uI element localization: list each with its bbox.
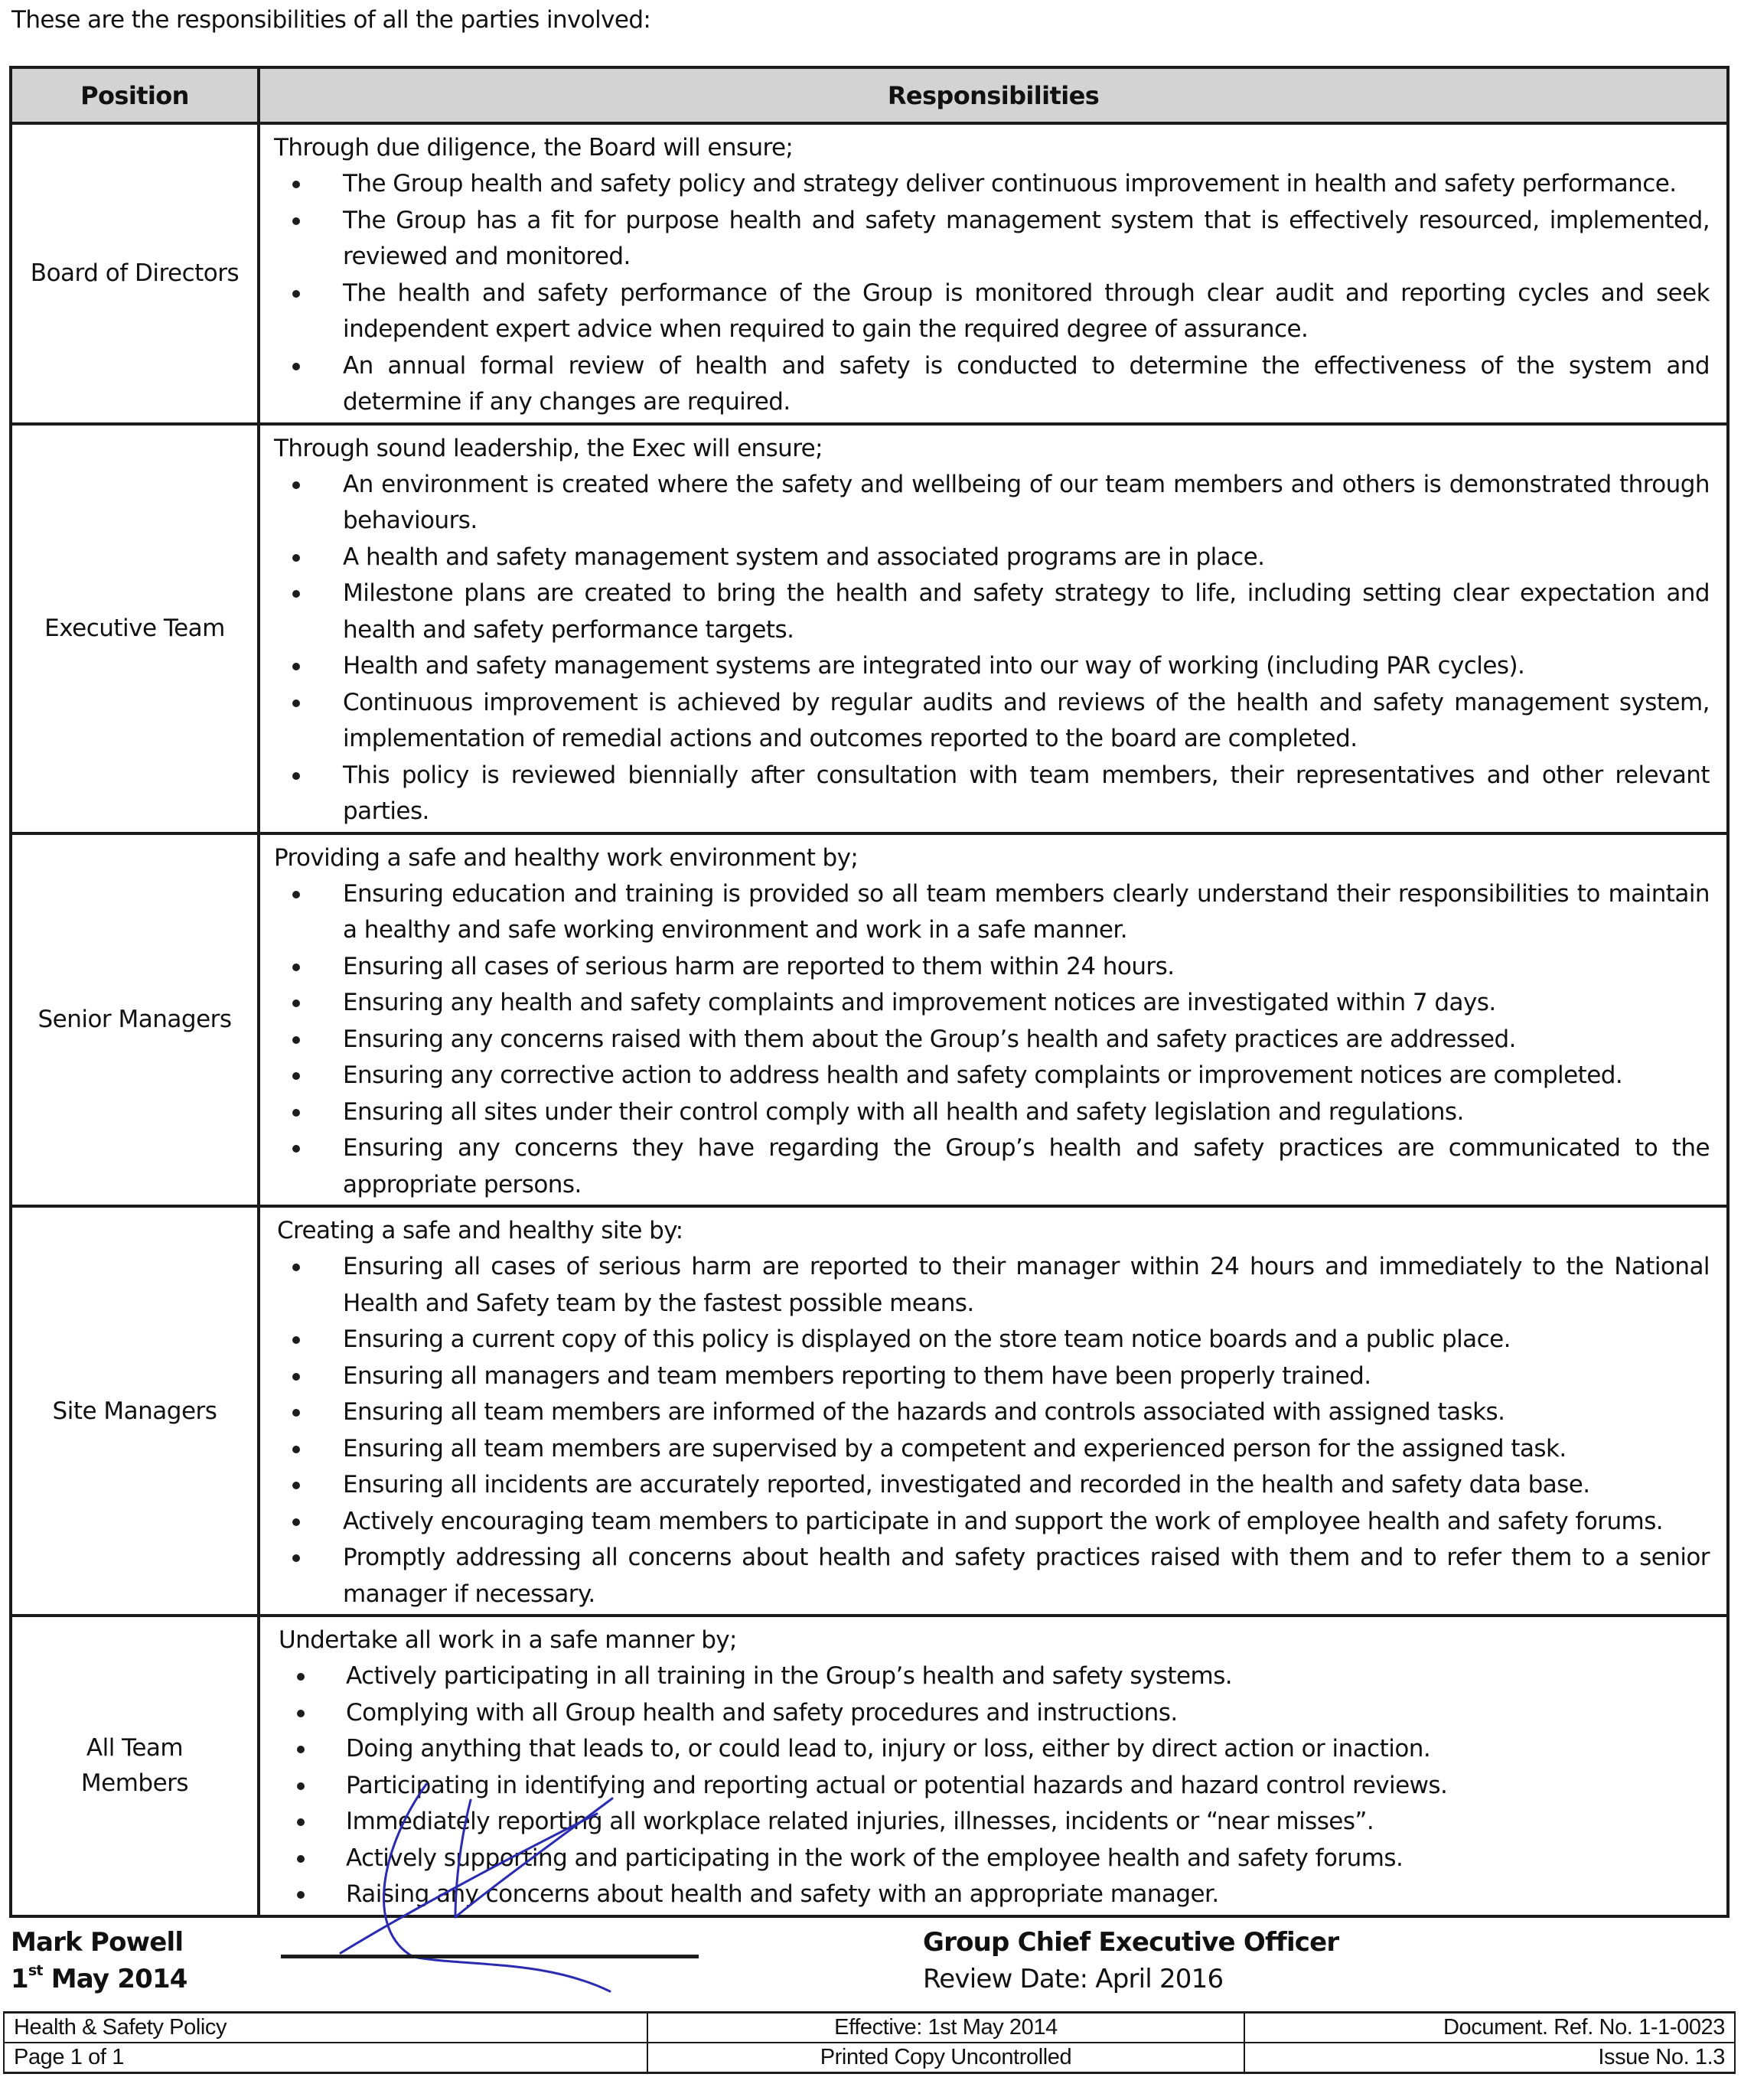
list-item: [274, 276, 1710, 348]
list-item-text: Ensuring all team members are supervised by a competent and experienced person for the assigned task.: [343, 1434, 1567, 1462]
list-item-text: Ensuring all incidents are accurately reported, investigated and recorded in the health and safety data base.: [343, 1471, 1590, 1498]
list-item: [274, 348, 1710, 421]
bullet-icon: [292, 1109, 300, 1117]
bullet-icon: [292, 290, 300, 298]
list-item-text: Ensuring any concerns raised with them about the Group’s health and safety practices are addressed.: [343, 1025, 1516, 1053]
footer-row: [4, 2013, 1735, 2043]
list-item: [274, 758, 1710, 830]
bullet-icon: [297, 1746, 305, 1753]
header-position: Position: [11, 67, 259, 123]
intro-text: These are the responsibilities of all the parties involved:: [11, 6, 651, 34]
list-item-text: Ensuring any health and safety complaints and improvement notices are investigated within 7 days.: [343, 989, 1496, 1016]
bullet-icon: [292, 590, 300, 598]
signatory-title: Group Chief Executive Officer: [923, 1927, 1339, 1958]
list-item: [274, 1695, 1710, 1732]
footer-policy-name: Health & Safety Policy: [4, 2013, 647, 2043]
list-item: [274, 1540, 1710, 1612]
list-item: [274, 166, 1710, 203]
review-date: Review Date: April 2016: [923, 1964, 1224, 1994]
list-item-text: Participating in identifying and reporting actual or potential hazards and hazard control reviews.: [346, 1771, 1448, 1799]
responsibilities-table: [9, 66, 1730, 1918]
list-item: [274, 1467, 1710, 1504]
list-item-text: Ensuring all managers and team members reporting to them have been properly trained.: [343, 1361, 1371, 1390]
date-day: 1: [11, 1964, 28, 1994]
responsibilities-lead: Through due diligence, the Board will ensure;: [274, 134, 794, 161]
bullet-icon: [292, 699, 300, 707]
list-item-text: Ensuring any corrective action to address health and safety complaints or improvement notices are completed.: [343, 1061, 1623, 1089]
list-item: [274, 1249, 1710, 1322]
table-body: [11, 123, 1728, 1916]
bullet-icon: [292, 1482, 300, 1489]
list-item-text: Immediately reporting all workplace related injuries, illnesses, incidents or “near misses”.: [346, 1808, 1374, 1835]
bullet-icon: [292, 1036, 300, 1044]
responsibilities-cell: [259, 1206, 1728, 1616]
signature-icon: [291, 1783, 689, 1997]
bullet-icon: [292, 891, 300, 898]
list-item-text: Complying with all Group health and safety procedures and instructions.: [346, 1698, 1178, 1727]
list-item-text: Ensuring all sites under their control comply with all health and safety legislation and regulations.: [343, 1097, 1464, 1126]
list-item-text: Actively participating in all training in the Group’s health and safety systems.: [346, 1662, 1233, 1690]
list-item-text: An annual formal review of health and safety is conducted to determine the effectiveness of the system and determine if any changes are required.: [343, 351, 1710, 416]
list-item-text: A health and safety management system and associated programs are in place.: [343, 543, 1265, 571]
footer-row: [4, 2043, 1735, 2073]
list-item: [274, 648, 1710, 685]
list-item-text: Ensuring a current copy of this policy is displayed on the store team notice boards and a public place.: [343, 1326, 1511, 1353]
date-rest: May 2014: [42, 1964, 187, 1994]
bullet-icon: [292, 1554, 300, 1562]
list-item: [274, 1504, 1710, 1541]
list-item-text: Ensuring any concerns they have regarding the Group’s health and safety practices are communicated to the appropriate persons.: [343, 1134, 1710, 1198]
table-row: [11, 1206, 1728, 1616]
position-label: Executive Team: [44, 615, 225, 642]
responsibilities-cell: [259, 424, 1728, 833]
bullet-icon: [292, 772, 300, 780]
bullet-icon: [297, 1710, 305, 1717]
position-cell: [11, 424, 259, 833]
list-item: [274, 467, 1710, 540]
signature-line: [281, 1955, 699, 1958]
footer-effective-date: Effective: 1st May 2014: [647, 2013, 1244, 2043]
responsibilities-lead: Creating a safe and healthy site by:: [277, 1217, 683, 1244]
responsibilities-list: [274, 876, 1710, 1204]
position-label: Senior Managers: [37, 1006, 232, 1034]
list-item-text: Raising any concerns about health and safety with an appropriate manager.: [346, 1880, 1219, 1908]
bullet-icon: [292, 1336, 300, 1344]
list-item-text: Continuous improvement is achieved by regular audits and reviews of the health and safety management system, implementation of remedial actions and outcomes reported to the board are completed.: [343, 688, 1710, 752]
list-item: [274, 1322, 1710, 1358]
bullet-icon: [292, 1518, 300, 1526]
responsibilities-cell: [259, 833, 1728, 1207]
list-item: [274, 1094, 1710, 1131]
list-item-text: Ensuring all cases of serious harm are reported to their manager within 24 hours and immediately to the National Health and Safety team by the fastest possible means.: [343, 1253, 1710, 1317]
list-item: [274, 1731, 1710, 1768]
responsibilities-list: [274, 166, 1710, 421]
list-item-text: An environment is created where the safety and wellbeing of our team members and others is demonstrated through behaviours.: [343, 470, 1710, 534]
bullet-icon: [292, 1072, 300, 1080]
document-footer: [3, 2011, 1736, 2074]
responsibilities-cell: [259, 123, 1728, 424]
position-label: All Team Members: [80, 1734, 189, 1798]
responsibilities-lead: Through sound leadership, the Exec will ensure;: [274, 434, 823, 462]
date-suffix: st: [28, 1961, 43, 1979]
bullet-icon: [292, 999, 300, 1007]
list-item-text: Actively encouraging team members to participate in and support the work of employee health and safety forums.: [343, 1507, 1664, 1535]
footer-document-ref: Document. Ref. No. 1-1-0023: [1244, 2013, 1735, 2043]
list-item: [274, 1394, 1710, 1431]
signatory-name: Mark Powell: [11, 1927, 184, 1958]
list-item: [274, 1058, 1710, 1094]
list-item-text: Ensuring education and training is provided so all team members clearly understand their responsibilities to maintain a healthy and safe working environment and work in a safe manner.: [343, 879, 1710, 944]
table-row: [11, 833, 1728, 1207]
list-item: [274, 1358, 1710, 1395]
list-item-text: Ensuring all cases of serious harm are reported to them within 24 hours.: [343, 952, 1175, 980]
header-responsibilities: Responsibilities: [259, 67, 1728, 123]
bullet-icon: [292, 1446, 300, 1453]
list-item: [274, 540, 1710, 576]
list-item-text: Promptly addressing all concerns about health and safety practices raised with them and to refer them to a senior manager if necessary.: [343, 1544, 1710, 1608]
list-item: [274, 1130, 1710, 1203]
list-item-text: Doing anything that leads to, or could lead to, injury or loss, either by direct action or inaction.: [346, 1735, 1431, 1762]
bullet-icon: [292, 1373, 300, 1381]
list-item: [274, 203, 1710, 276]
bullet-icon: [292, 1264, 300, 1271]
responsibilities-lead: Providing a safe and healthy work environment by;: [274, 843, 859, 872]
list-item-text: Milestone plans are created to bring the health and safety strategy to life, including setting clear expectation and health and safety performance targets.: [343, 579, 1710, 644]
list-item: [274, 1022, 1710, 1058]
responsibilities-list: [274, 467, 1710, 830]
position-label: Board of Directors: [30, 259, 240, 288]
position-cell: [11, 123, 259, 424]
table-row: [11, 424, 1728, 833]
list-item-text: The health and safety performance of the Group is monitored through clear audit and reporting cycles and seek independent expert advice when required to gain the required degree of assurance.: [343, 279, 1710, 343]
responsibilities-list: [274, 1249, 1710, 1612]
list-item-text: Ensuring all team members are informed of the hazards and controls associated with assigned tasks.: [343, 1398, 1505, 1426]
bullet-icon: [292, 554, 300, 562]
list-item-text: Actively supporting and participating in the work of the employee health and safety forums.: [346, 1844, 1404, 1872]
position-cell: [11, 1206, 259, 1616]
footer-copy-status: Printed Copy Uncontrolled: [647, 2043, 1244, 2073]
bullet-icon: [292, 181, 300, 188]
table-row: [11, 123, 1728, 424]
list-item-text: The Group has a fit for purpose health and safety management system that is effectively resourced, implemented, reviewed and monitored.: [343, 206, 1710, 270]
bullet-icon: [292, 217, 300, 225]
list-item: [274, 949, 1710, 986]
signoff-date: [11, 1961, 187, 1994]
list-item: [274, 985, 1710, 1022]
list-item: [274, 685, 1710, 758]
position-cell: [11, 833, 259, 1207]
list-item-text: This policy is reviewed biennially after consultation with team members, their representatives and other relevant parties.: [343, 761, 1710, 825]
bullet-icon: [292, 1409, 300, 1417]
position-cell: [11, 1616, 259, 1916]
bullet-icon: [292, 964, 300, 971]
list-item: [274, 576, 1710, 648]
footer-page-number: Page 1 of 1: [4, 2043, 647, 2073]
footer-issue-number: Issue No. 1.3: [1244, 2043, 1735, 2073]
table-row: [11, 1616, 1728, 1916]
list-item-text: The Group health and safety policy and strategy deliver continuous improvement in health and safety performance.: [343, 170, 1677, 197]
bullet-icon: [297, 1673, 305, 1681]
bullet-icon: [292, 663, 300, 670]
position-label: Site Managers: [52, 1397, 217, 1425]
table-header-row: [11, 67, 1728, 123]
bullet-icon: [292, 481, 300, 489]
list-item: [274, 1658, 1710, 1695]
list-item: [274, 1431, 1710, 1468]
bullet-icon: [292, 1145, 300, 1153]
bullet-icon: [292, 363, 300, 370]
responsibilities-lead: Undertake all work in a safe manner by;: [279, 1626, 737, 1654]
list-item-text: Health and safety management systems are integrated into our way of working (including PAR cycles).: [343, 652, 1525, 680]
list-item: [274, 876, 1710, 949]
